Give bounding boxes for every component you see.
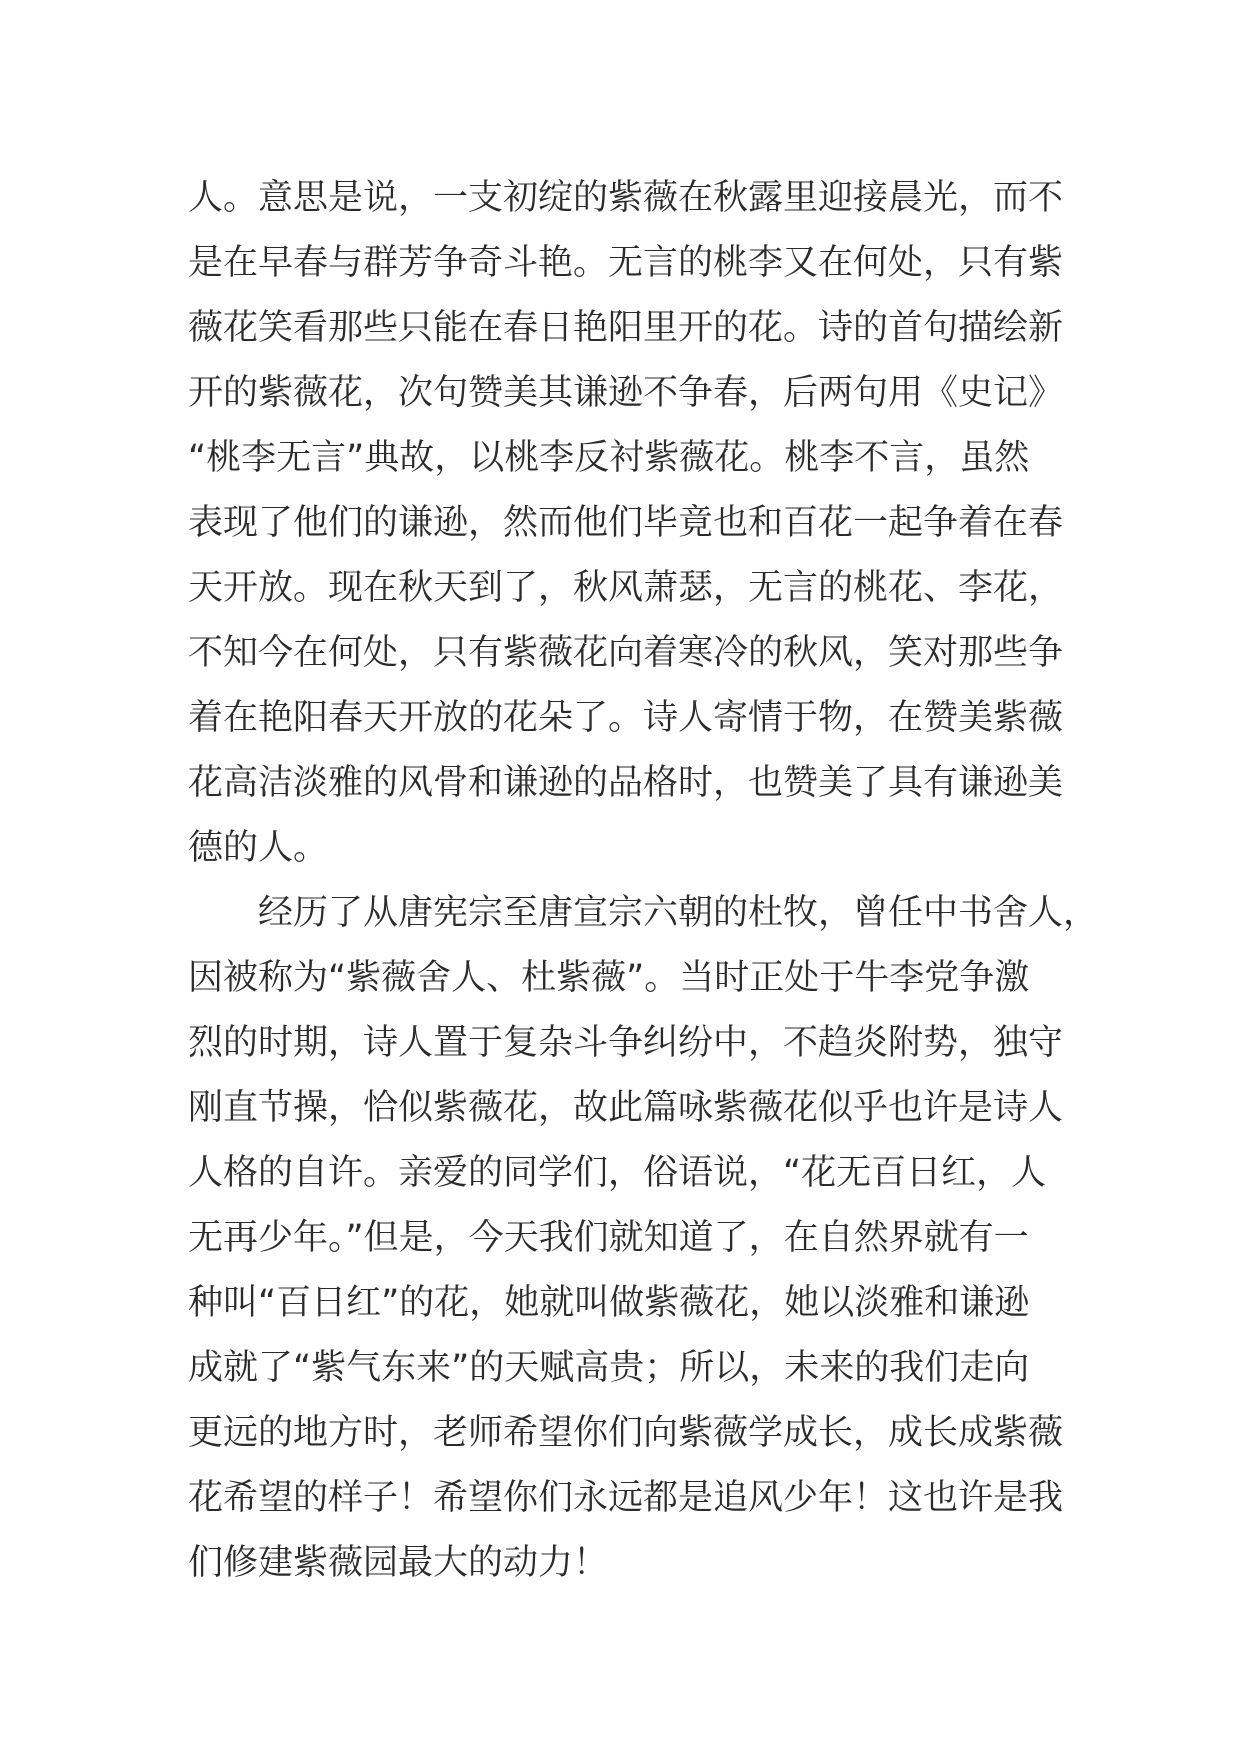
- text-line: 人格的自许。亲爱的同学们，俗语说，“花无百日红，人: [188, 1153, 1047, 1193]
- text-line: 因被称为“紫薇舍人、杜紫薇”。当时正处于牛李党争激: [188, 958, 1030, 998]
- text-line: 德的人。: [188, 828, 329, 868]
- paragraph-2: [188, 881, 1099, 1596]
- text-line: 天开放。现在秋天到了，秋风萧瑟，无言的桃花、李花，: [188, 568, 1064, 608]
- body-text: [188, 166, 1099, 1596]
- text-line: 花希望的样子！希望你们永远都是追风少年！这也许是我: [188, 1478, 1064, 1518]
- text-line: 表现了他们的谦逊，然而他们毕竟也和百花一起争着在春: [188, 503, 1064, 543]
- text-line: “桃李无言”典故，以桃李反衬紫薇花。桃李不言，虽然: [188, 438, 1030, 478]
- text-line: 不知今在何处，只有紫薇花向着寒冷的秋风，笑对那些争: [188, 633, 1064, 673]
- text-line: 花高洁淡雅的风骨和谦逊的品格时，也赞美了具有谦逊美: [188, 763, 1064, 803]
- text-line: 种叫“百日红”的花，她就叫做紫薇花，她以淡雅和谦逊: [188, 1283, 1030, 1323]
- text-line: 薇花笑看那些只能在春日艳阳里开的花。诗的首句描绘新: [188, 308, 1064, 348]
- text-line: 人。意思是说，一支初绽的紫薇在秋露里迎接晨光，而不: [188, 178, 1064, 218]
- text-line: 们修建紫薇园最大的动力！: [188, 1543, 609, 1583]
- paragraph-1: [188, 166, 1068, 881]
- text-line: 着在艳阳春天开放的花朵了。诗人寄情于物，在赞美紫薇: [188, 698, 1064, 738]
- text-line: 经历了从唐宪宗至唐宣宗六朝的杜牧，曾任中书舍人，: [258, 893, 1099, 933]
- text-line: 更远的地方时，老师希望你们向紫薇学成长，成长成紫薇: [188, 1413, 1064, 1453]
- text-line: 刚直节操，恰似紫薇花，故此篇咏紫薇花似乎也许是诗人: [188, 1088, 1064, 1128]
- text-line: 无再少年。”但是，今天我们就知道了，在自然界就有一: [188, 1218, 1029, 1258]
- text-line: 是在早春与群芳争奇斗艳。无言的桃李又在何处，只有紫: [188, 243, 1064, 283]
- text-line: 开的紫薇花，次句赞美其谦逊不争春，后两句用《史记》: [188, 373, 1064, 413]
- text-line: 成就了“紫气东来”的天赋高贵；所以，未来的我们走向: [188, 1348, 1030, 1388]
- text-line: 烈的时期，诗人置于复杂斗争纠纷中，不趋炎附势，独守: [188, 1023, 1064, 1063]
